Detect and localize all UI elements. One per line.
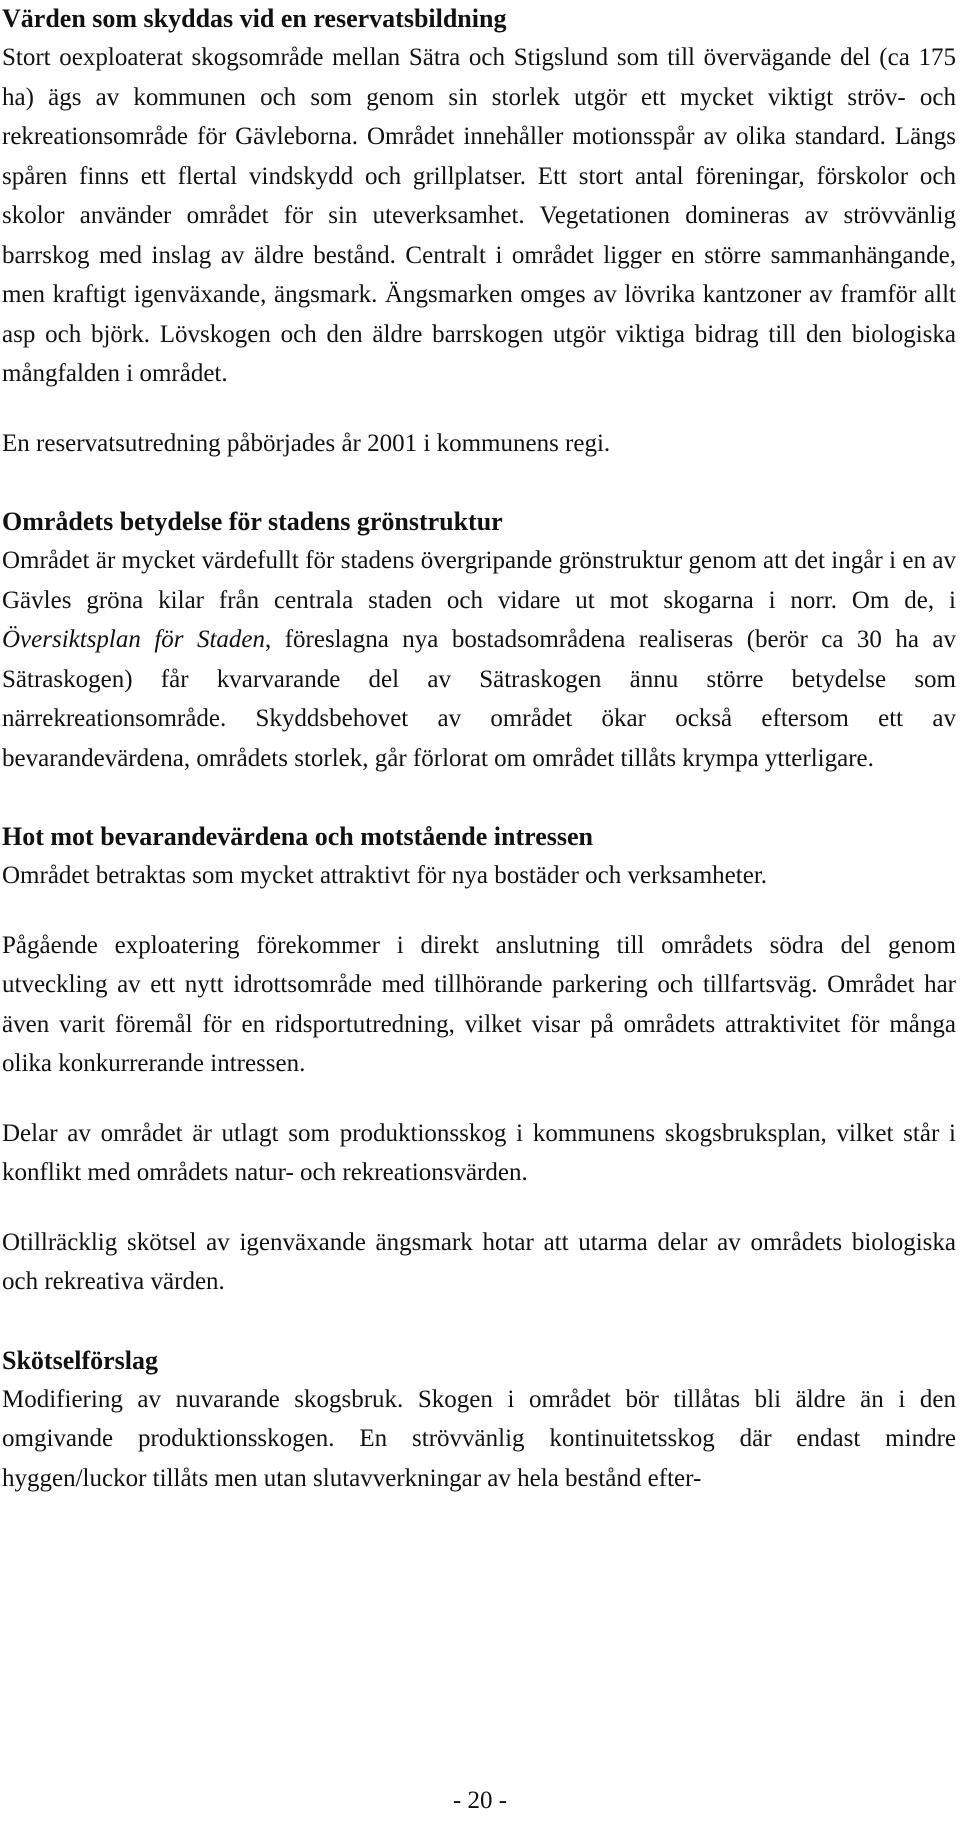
- section-protected-values: [2, 0, 956, 463]
- paragraph-text: Området är mycket värdefullt för stadens övergripande grönstruktur genom att det ingår i en av Gävles gröna kilar från centrala staden och vidare ut mot skogarna i norr. Om de, i: [2, 547, 956, 614]
- text-column: [2, 0, 956, 1498]
- page-number: - 20 -: [452, 1787, 508, 1814]
- section-heading: Hot mot bevarandevärdena och motstående intressen: [2, 822, 593, 851]
- body-paragraph: Området betraktas som mycket attraktivt för nya bostäder och verksamheter.: [2, 862, 768, 889]
- section-heading: Områdets betydelse för stadens grönstruktur: [2, 507, 503, 536]
- body-paragraph: Stort oexploaterat skogsområde mellan Sätra och Stigslund som till övervägande del (ca 175 ha) ägs av kommunen och som genom sin storlek utgör ett mycket viktigt ströv- och rekreationsområde för Gävleborna. Området innehåller motionsspår av olika standard. Längs spåren finns ett flertal vindskydd och grillplatser. Ett stort antal föreningar, förskolor och skolor använder området för sin uteverksamhet. Vegetationen domineras av strövvänlig barrskog med inslag av äldre bestånd. Centralt i området ligger en större sammanhängande, men kraftigt igenväxande, ängsmark. Ängsmarken omges av lövrika kantzoner av framför allt asp och björk. Lövskogen och den äldre barrskogen utgör viktiga bidrag till den biologiska mångfalden i området.: [2, 44, 956, 387]
- body-paragraph: Modifiering av nuvarande skogsbruk. Skogen i området bör tillåtas bli äldre än i den omgivande produktionsskogen. En strövvänlig kontinuitetsskog där endast mindre hyggen/luckor tillåts men utan slutavverkningar av hela bestånd efter-: [2, 1385, 956, 1492]
- paragraph-text: , föreslagna nya bostadsområdena realiseras (berör ca 30 ha av Sätraskogen) får kvarvarande del av Sätraskogen ännu större betydelse som närrekreationsområde. Skyddsbehovet av området ökar också eftersom ett av bevarandevärdena, områdets storlek, går förlorat om området tillåts krympa ytterligare.: [2, 626, 956, 772]
- body-paragraph: Otillräcklig skötsel av igenväxande ängsmark hotar att utarma delar av områdets biologiska och rekreativa värden.: [2, 1228, 956, 1295]
- section-heading: Skötselförslag: [2, 1345, 158, 1375]
- section-heading: Värden som skyddas vid en reservatsbildning: [2, 4, 507, 33]
- section-green-structure: [2, 503, 956, 778]
- body-paragraph: Delar av området är utlagt som produktionsskog i kommunens skogsbruksplan, vilket står i konflikt med områdets natur- och rekreationsvärden.: [2, 1119, 956, 1186]
- section-management-proposal: [2, 1342, 956, 1499]
- section-threats: [2, 818, 956, 1302]
- body-paragraph: Pågående exploatering förekommer i direkt anslutning till områdets södra del genom utveckling av ett nytt idrottsområde med tillhörande parkering och tillfartsväg. Området har även varit föremål för en ridsportutredning, vilket visar på områdets attraktivitet för många olika konkurrerande intressen.: [2, 931, 956, 1077]
- document-title-reference: Översiktsplan för Staden: [2, 626, 265, 653]
- body-paragraph: [2, 541, 956, 778]
- body-paragraph: En reservatsutredning påbörjades år 2001 i kommunens regi.: [2, 429, 611, 457]
